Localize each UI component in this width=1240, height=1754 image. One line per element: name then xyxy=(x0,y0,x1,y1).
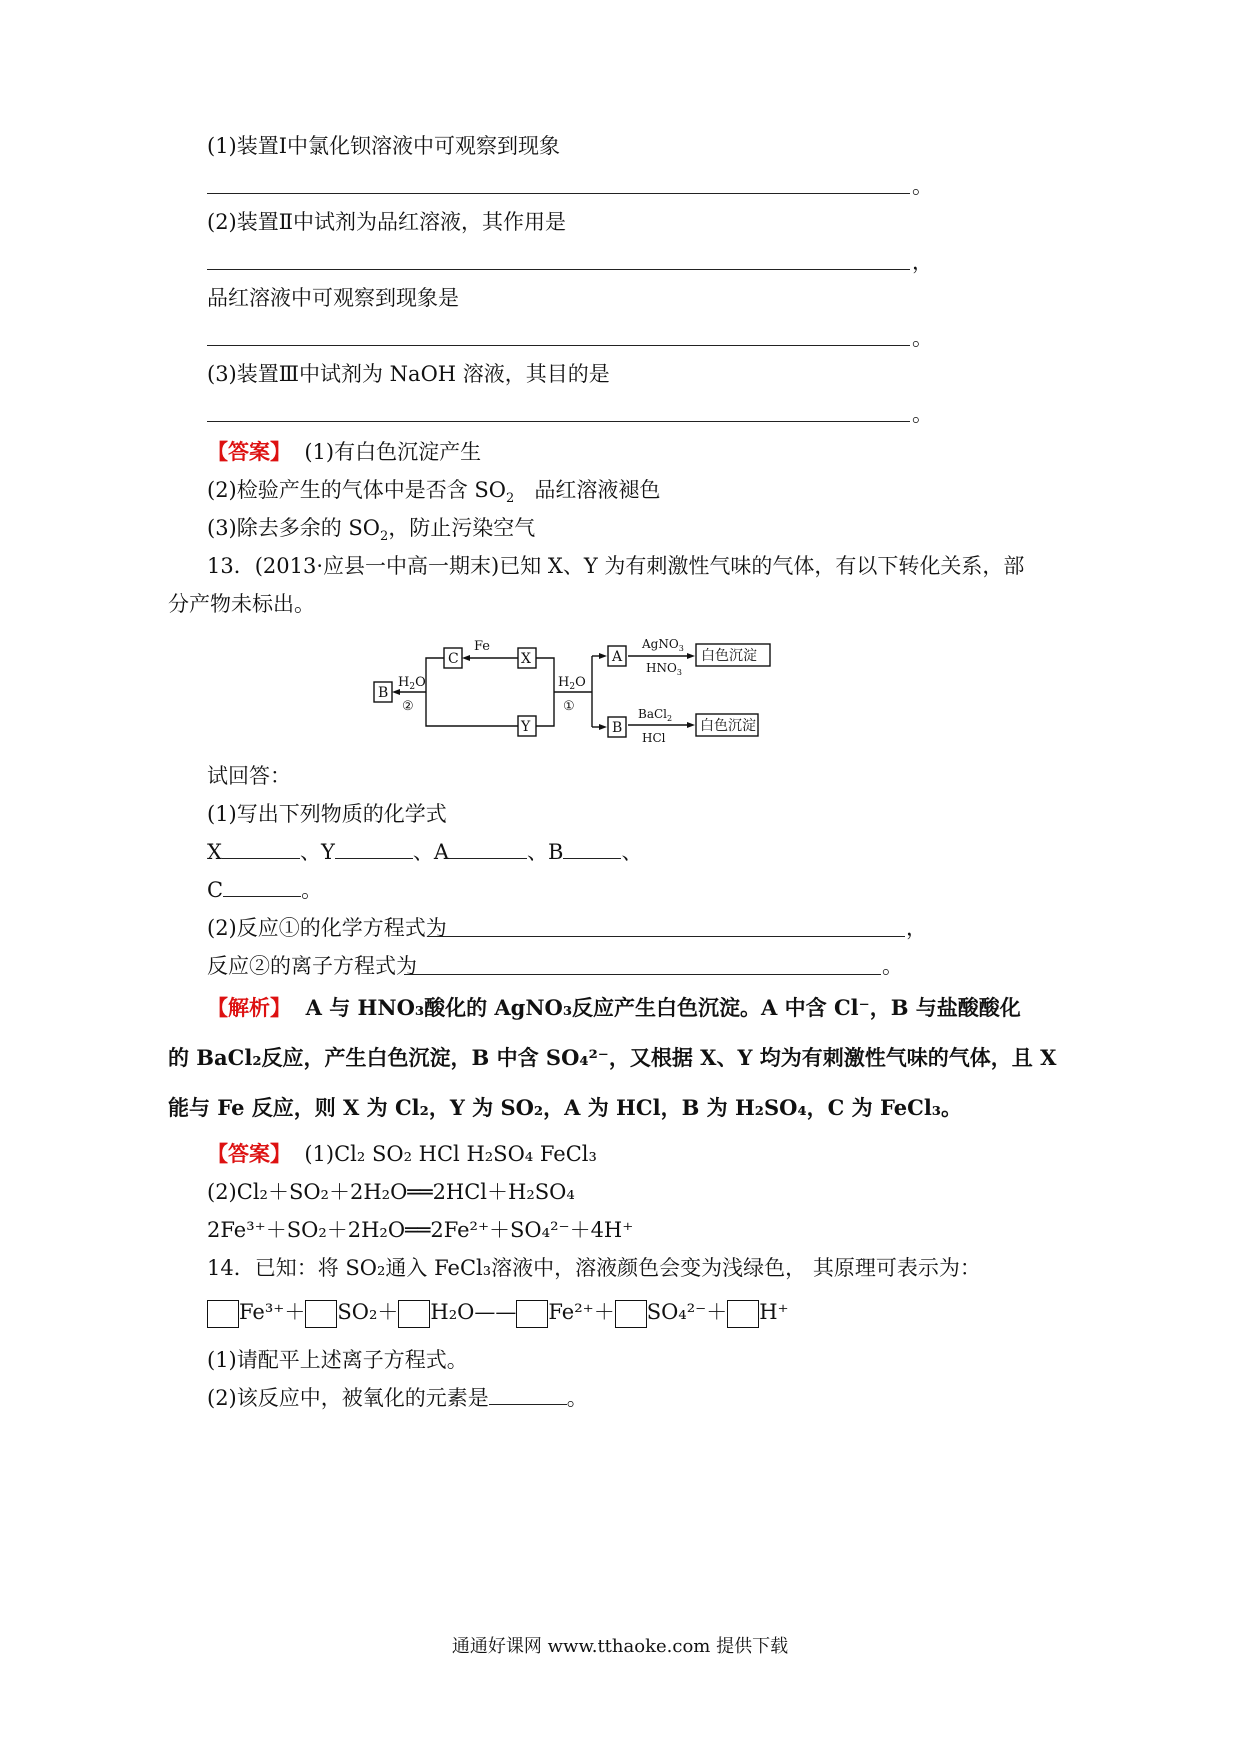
eq-term: H⁺ xyxy=(759,1300,789,1324)
analysis-tag: 【解析】 xyxy=(207,995,291,1020)
label-x: X xyxy=(521,651,531,667)
analysis-line3: 能与 Fe 反应，则 X 为 Cl₂，Y 为 SO₂，A 为 HCl，B 为 H₂SO₄，C 为 FeCl₃。 xyxy=(168,1095,962,1120)
q12-answer-2 xyxy=(207,476,660,513)
answer-tag: 【答案】 xyxy=(207,1141,291,1166)
comma: ， xyxy=(912,250,933,274)
try-answer: 试回答： xyxy=(207,764,291,788)
bracket-left xyxy=(426,658,518,726)
answer-blank-4[interactable] xyxy=(207,421,910,422)
q13-answer-2: (2)Cl₂＋SO₂＋2H₂O══2HCl＋H₂SO₄ xyxy=(207,1180,575,1204)
coef-box-5[interactable] xyxy=(615,1300,647,1328)
label-fe: Fe xyxy=(474,639,491,654)
q12-part2: (2)装置Ⅱ中试剂为品红溶液，其作用是 xyxy=(207,210,567,234)
q12-part2b: 品红溶液中可观察到现象是 xyxy=(207,286,459,310)
separator: 、 xyxy=(621,840,643,864)
eq-term: Fe²⁺＋ xyxy=(548,1300,615,1324)
subscript: 2 xyxy=(506,491,515,507)
fill-c-blank[interactable] xyxy=(223,878,301,897)
coef-box-4[interactable] xyxy=(516,1300,548,1328)
period: 。 xyxy=(912,174,933,198)
label-a: A xyxy=(612,649,623,665)
analysis-line2: 的 BaCl₂反应，产生白色沉淀，B 中含 SO₄²⁻，又根据 X、Y 均为有刺激性气味的气体，且 X xyxy=(168,1045,1057,1070)
answer-text: (1)Cl₂ SO₂ HCl H₂SO₄ FeCl₃ xyxy=(304,1142,597,1166)
fill-x-label: X xyxy=(207,840,222,864)
eq-term: H₂O—— xyxy=(430,1300,517,1324)
arrowhead xyxy=(599,724,607,730)
arrowhead xyxy=(599,653,607,659)
fill-b-blank[interactable] xyxy=(563,840,621,859)
answer-text: (1)有白色沉淀产生 xyxy=(304,440,482,464)
q14-equation xyxy=(207,1298,789,1328)
answer-tag: 【答案】 xyxy=(207,439,291,464)
equation-blank-2[interactable] xyxy=(404,974,881,975)
q13-q1: (1)写出下列物质的化学式 xyxy=(207,802,447,826)
label-y: Y xyxy=(521,719,531,735)
q13-q2b: 反应②的离子方程式为 xyxy=(207,954,417,978)
label-b-right: B xyxy=(612,720,623,736)
label-circle-2: ② xyxy=(402,699,414,714)
label-h2o-2: $H_2O$ xyxy=(398,675,426,692)
period: 。 xyxy=(912,326,933,350)
q13-stem-line2: 分产物未标出。 xyxy=(168,592,315,616)
period: 。 xyxy=(882,954,903,978)
period: 。 xyxy=(301,878,323,902)
period: 。 xyxy=(912,402,933,426)
coef-box-6[interactable] xyxy=(727,1300,759,1328)
period: 。 xyxy=(566,1386,588,1410)
label-white-ppt-2: 白色沉淀 xyxy=(700,718,756,734)
fill-c-label: C xyxy=(207,878,224,902)
analysis-line1 xyxy=(207,994,1021,1022)
label-hno3: $HNO_3$ xyxy=(646,661,682,677)
coef-box-3[interactable] xyxy=(398,1300,430,1328)
arrowhead xyxy=(687,653,695,659)
fill-x-blank[interactable] xyxy=(222,840,300,859)
answer-text: (3)除去多余的 SO xyxy=(207,516,381,540)
q13-stem-line1: 13．(2013·应县一中高一期末)已知 X、Y 为有刺激性气味的气体，有以下转化关系，部 xyxy=(207,554,1025,578)
equation-blank-1[interactable] xyxy=(427,936,905,937)
q13-fill-line xyxy=(207,838,642,866)
q14-q2-text: (2)该反应中，被氧化的元素是 xyxy=(207,1386,489,1410)
answer-text: (2)检验产生的气体中是否含 SO xyxy=(207,478,507,502)
answer-blank-2[interactable] xyxy=(207,269,910,270)
label-white-ppt-1: 白色沉淀 xyxy=(701,648,757,664)
fill-y-blank[interactable] xyxy=(335,840,413,859)
q13-q2a: (2)反应①的化学方程式为 xyxy=(207,916,447,940)
oxidized-element-blank[interactable] xyxy=(489,1386,567,1405)
q12-answer-3 xyxy=(207,514,535,551)
q13-answer-1 xyxy=(207,1140,597,1168)
label-c: C xyxy=(448,651,459,667)
q14-q2 xyxy=(207,1384,588,1412)
q12-answer-1 xyxy=(207,438,481,466)
q13-answer-3: 2Fe³⁺＋SO₂＋2H₂O══2Fe²⁺＋SO₄²⁻＋4H⁺ xyxy=(207,1218,634,1242)
q13-fill-line2 xyxy=(207,876,322,904)
arrowhead xyxy=(687,722,695,728)
label-h2o-1: $H_2O$ xyxy=(558,675,586,692)
bracket-right xyxy=(536,658,554,726)
label-hcl: HCl xyxy=(642,731,666,745)
fill-a-blank[interactable] xyxy=(449,840,527,859)
coef-box-1[interactable] xyxy=(207,1300,239,1328)
eq-term: Fe³⁺＋ xyxy=(239,1300,306,1324)
q12-part3: (3)装置Ⅲ中试剂为 NaOH 溶液，其目的是 xyxy=(207,362,610,386)
answer-text: 品红溶液褪色 xyxy=(534,478,661,502)
q14-stem: 14．已知：将 SO₂通入 FeCl₃溶液中，溶液颜色会变为浅绿色， 其原理可表示为： xyxy=(207,1256,981,1280)
subscript: 2 xyxy=(380,529,389,545)
answer-text: ，防止污染空气 xyxy=(388,516,536,540)
analysis-text: A 与 HNO₃酸化的 AgNO₃反应产生白色沉淀。A 中含 Cl⁻，B 与盐酸酸化 xyxy=(305,995,1021,1020)
coef-box-2[interactable] xyxy=(305,1300,337,1328)
eq-term: SO₄²⁻＋ xyxy=(646,1300,728,1324)
q12-part1: (1)装置Ⅰ中氯化钡溶液中可观察到现象 xyxy=(207,134,561,158)
fill-y-label: 、Y xyxy=(299,840,335,864)
comma: ， xyxy=(906,916,927,940)
label-bacl2: BaCl$_2$ xyxy=(638,707,673,723)
answer-blank-1[interactable] xyxy=(207,193,910,194)
fill-b-label: 、B xyxy=(527,840,564,864)
eq-term: SO₂＋ xyxy=(337,1300,399,1324)
conversion-diagram xyxy=(360,628,780,752)
answer-blank-3[interactable] xyxy=(207,345,910,346)
page-footer: 通通好课网 www.tthaoke.com 提供下载 xyxy=(451,1636,789,1657)
label-agno3: AgNO$_3$ xyxy=(642,637,684,653)
label-b-left: B xyxy=(378,685,389,701)
arrowhead xyxy=(462,655,470,661)
fill-a-label: 、A xyxy=(412,840,449,864)
q14-q1: (1)请配平上述离子方程式。 xyxy=(207,1348,468,1372)
label-circle-1: ① xyxy=(563,699,575,714)
